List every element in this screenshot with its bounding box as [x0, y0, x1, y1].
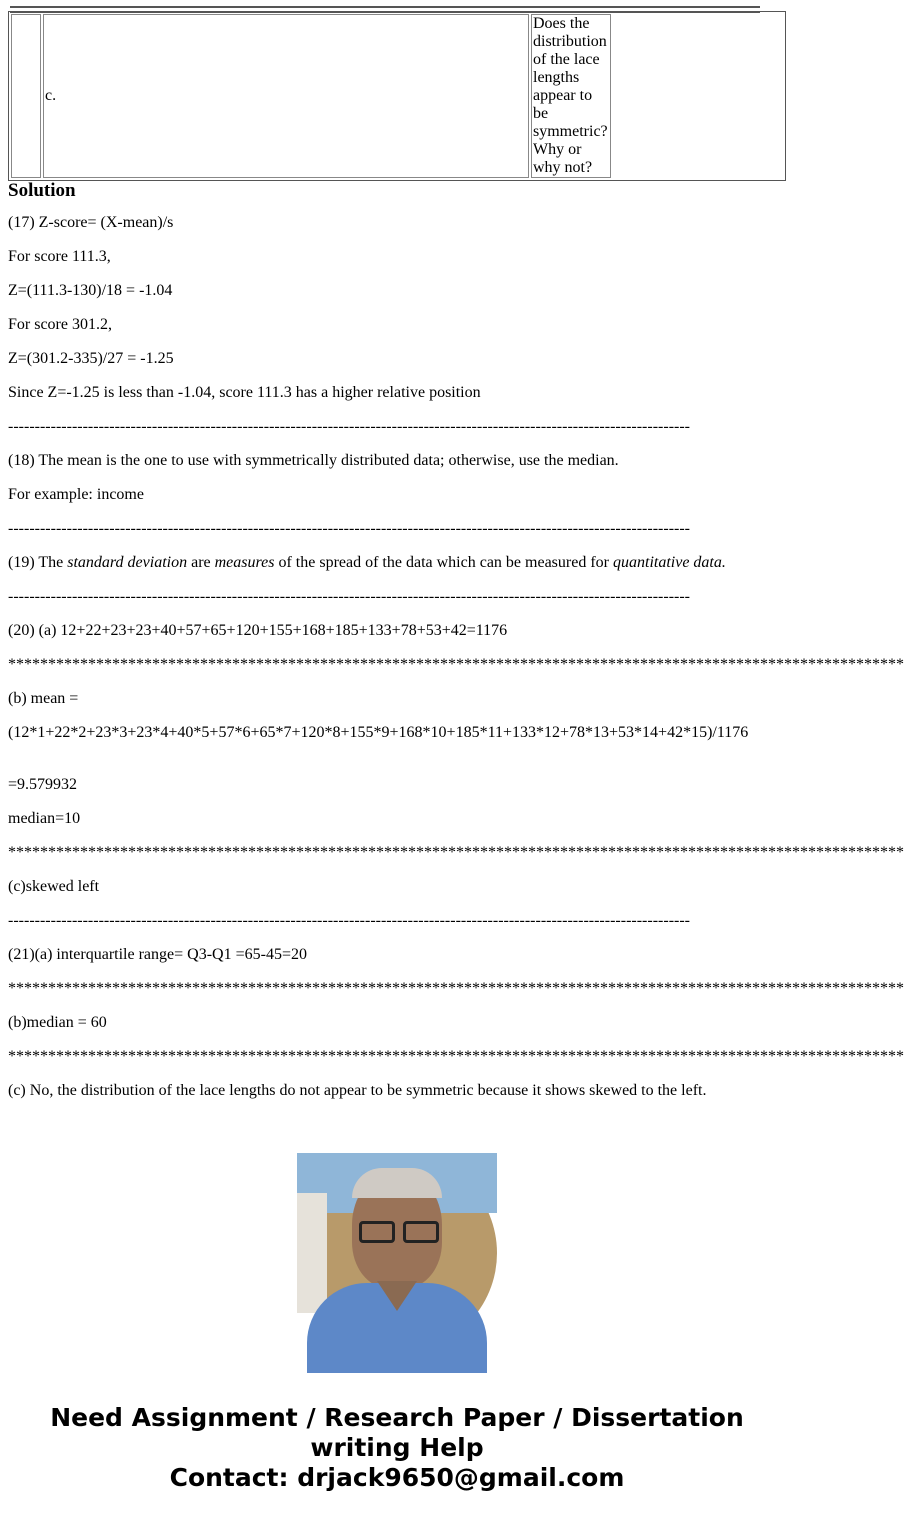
dash-separator: --------------------------------------------------------------------------------------------------------------------------------	[8, 912, 690, 929]
text: (19) The	[8, 554, 68, 571]
solution-section	[8, 180, 904, 1116]
star-separator: ****************************************************************************************************************	[8, 844, 904, 861]
solution-heading: Solution	[8, 180, 76, 201]
dash-separator: --------------------------------------------------------------------------------------------------------------------------------	[8, 588, 690, 605]
solution-line: For score 111.3,	[8, 248, 111, 265]
solution-line: (c) No, the distribution of the lace lengths do not appear to be symmetric because it shows skewed to the left.	[8, 1082, 707, 1099]
solution-line: (b)median = 60	[8, 1014, 107, 1031]
solution-line: (21)(a) interquartile range= Q3-Q1 =65-45=20	[8, 946, 307, 963]
solution-line: (18) The mean is the one to use with symmetrically distributed data; otherwise, use the median.	[8, 452, 619, 469]
solution-line: (c)skewed left	[8, 878, 100, 895]
solution-line: For example: income	[8, 486, 144, 503]
question-table	[8, 11, 786, 181]
table-cell-label: c.	[43, 14, 529, 178]
solution-line: For score 301.2,	[8, 316, 112, 333]
solution-line: Z=(111.3-130)/18 = -1.04	[8, 282, 173, 299]
solution-line: (12*1+22*2+23*3+23*4+40*5+57*6+65*7+120*8+155*9+168*10+185*11+133*12+78*13+53*14+42*15)/1176	[8, 724, 749, 741]
text: of the spread of the data which can be measured for	[274, 554, 613, 571]
text: standard deviation	[67, 554, 188, 571]
author-photo	[297, 1153, 497, 1353]
solution-line: (20) (a) 12+22+23+23+40+57+65+120+155+168+185+133+78+53+42=1176	[8, 622, 508, 639]
table-cell-empty	[11, 14, 41, 178]
text: measures	[214, 554, 275, 571]
solution-line: Since Z=-1.25 is less than -1.04, score 111.3 has a higher relative position	[8, 384, 481, 401]
dash-separator: --------------------------------------------------------------------------------------------------------------------------------	[8, 418, 690, 435]
solution-line-19	[8, 554, 788, 572]
footer-contact: Contact: drjack9650@gmail.com	[169, 1463, 625, 1492]
solution-line: (17) Z-score= (X-mean)/s	[8, 214, 174, 231]
table-cell-blank	[613, 14, 783, 178]
footer-banner	[0, 1403, 794, 1493]
table-cell-question: Does the distribution of the lace lengths appear to be symmetric? Why or why not?	[531, 14, 611, 178]
text: are	[187, 554, 215, 571]
star-separator: ****************************************************************************************************************	[8, 656, 904, 673]
footer-line: Need Assignment / Research Paper / Dissertation	[50, 1403, 744, 1432]
star-separator: ****************************************************************************************************************	[8, 980, 904, 997]
star-separator: ****************************************************************************************************************	[8, 1048, 904, 1065]
solution-line: median=10	[8, 810, 81, 827]
solution-line: Z=(301.2-335)/27 = -1.25	[8, 350, 174, 367]
table-row	[11, 14, 783, 178]
footer-line: writing Help	[310, 1433, 484, 1462]
solution-line: (b) mean =	[8, 690, 79, 707]
solution-line: =9.579932	[8, 776, 78, 793]
dash-separator: --------------------------------------------------------------------------------------------------------------------------------	[8, 520, 690, 537]
text: quantitative data.	[613, 554, 726, 571]
